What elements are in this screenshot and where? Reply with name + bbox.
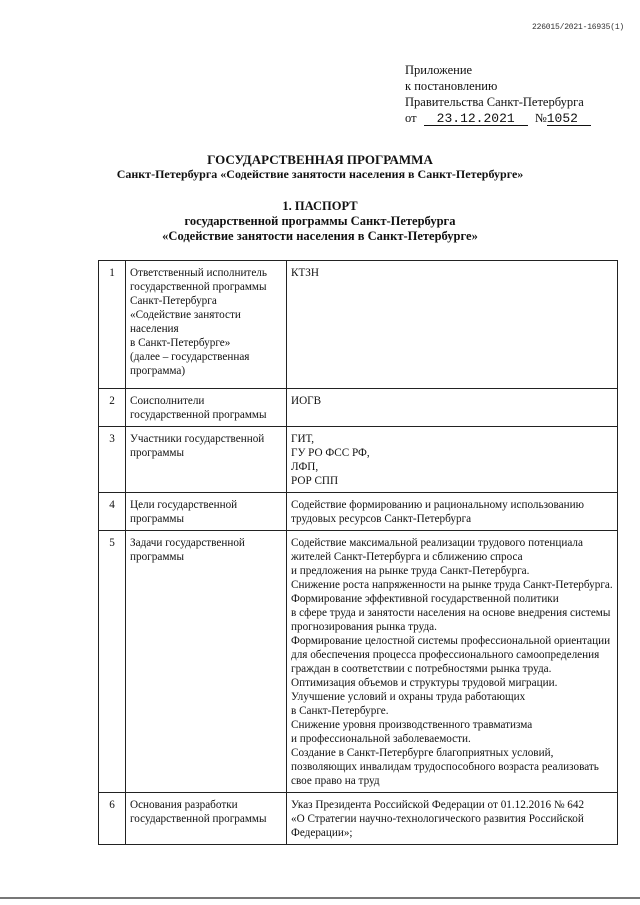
number-prefix: №: [534, 111, 547, 125]
row-value-line: Создание в Санкт-Петербурге благоприятных условий,: [291, 747, 554, 759]
table-row: [99, 261, 618, 389]
row-label: [126, 261, 287, 389]
row-label: [126, 389, 287, 427]
row-label-line: Ответственный исполнитель: [130, 267, 267, 279]
annex-block: [405, 62, 591, 126]
program-title: [0, 152, 640, 182]
row-number: 3: [99, 427, 126, 493]
row-value: [287, 493, 618, 531]
handwritten-date: 23.12.2021: [424, 112, 528, 126]
row-label-line: программы: [130, 447, 184, 459]
row-label-line: в Санкт-Петербурге»: [130, 337, 231, 349]
section-title: [0, 199, 640, 244]
table-row: [99, 389, 618, 427]
section-title-line-1: 1. ПАСПОРТ: [282, 199, 358, 213]
row-value-line: для обеспечения процесса профессионального самоопределения: [291, 649, 600, 661]
row-value-line: Указ Президента Российской Федерации от 01.12.2016 № 642: [291, 799, 585, 811]
row-value: [287, 261, 618, 389]
passport-table: [98, 260, 618, 845]
row-label-line: программы: [130, 551, 184, 563]
row-value-line: Федерации»;: [291, 827, 353, 839]
row-label: [126, 427, 287, 493]
row-value: [287, 389, 618, 427]
row-label-line: государственной программы: [130, 281, 267, 293]
row-value: [287, 427, 618, 493]
row-label-line: Соисполнители: [130, 395, 205, 407]
page-bottom-edge: [0, 897, 640, 899]
row-number: 4: [99, 493, 126, 531]
table-row: [99, 793, 618, 845]
row-value-line: жителей Санкт-Петербурга и сближению спроса: [291, 551, 523, 563]
row-value-line: Формирование целостной системы профессиональной ориентации: [291, 635, 611, 647]
row-label-line: Задачи государственной: [130, 537, 245, 549]
row-label: [126, 493, 287, 531]
program-title-line-2: Санкт-Петербурга «Содействие занятости населения в Санкт-Петербурге»: [116, 167, 524, 181]
row-value-line: прогнозирования рынка труда.: [291, 621, 437, 633]
row-value-line: позволяющих инвалидам трудоспособного возраста реализовать: [291, 761, 599, 773]
row-label-line: государственной программы: [130, 813, 267, 825]
row-value: [287, 793, 618, 845]
row-value-line: Снижение роста напряженности на рынке труда Санкт-Петербурга.: [291, 579, 613, 591]
row-label-line: (далее – государственная: [130, 351, 250, 363]
row-value-line: Снижение уровня производственного травматизма: [291, 719, 533, 731]
annex-line-1: Приложение: [405, 63, 473, 77]
row-label-line: Цели государственной: [130, 499, 238, 511]
row-value-line: ИОГВ: [291, 395, 322, 407]
row-value-line: граждан в соответствии с потребностями рынка труда.: [291, 663, 552, 675]
row-value-line: РОР СПП: [291, 475, 339, 487]
row-value-line: «О Стратегии научно-технологического развития Российской: [291, 813, 584, 825]
annex-line-3: Правительства Санкт-Петербурга: [405, 95, 584, 109]
row-label: [126, 793, 287, 845]
row-number: 2: [99, 389, 126, 427]
program-title-line-1: ГОСУДАРСТВЕННАЯ ПРОГРАММА: [207, 152, 433, 167]
row-number: 6: [99, 793, 126, 845]
row-value-line: Оптимизация объемов и структуры трудовой миграции.: [291, 677, 558, 689]
row-label-line: Санкт-Петербурга: [130, 295, 217, 307]
row-label-line: программа): [130, 365, 186, 377]
row-value-line: Формирование эффективной государственной политики: [291, 593, 559, 605]
row-label-line: государственной программы: [130, 409, 267, 421]
document-id: 226015/2021-16935(1): [532, 23, 625, 32]
row-value-line: свое право на труд: [291, 775, 380, 787]
row-label-line: Участники государственной: [130, 433, 265, 445]
row-label-line: программы: [130, 513, 184, 525]
row-value-line: Улучшение условий и охраны труда работающих: [291, 691, 526, 703]
annex-date-line: [405, 110, 591, 126]
row-value-line: ЛФП,: [291, 461, 319, 473]
row-label: [126, 531, 287, 793]
date-prefix: от: [405, 111, 417, 125]
row-value-line: в сфере труда и занятости населения на основе внедрения системы: [291, 607, 611, 619]
handwritten-number: 1052: [547, 112, 591, 126]
row-value: [287, 531, 618, 793]
table-row: [99, 427, 618, 493]
row-value-line: ГИТ,: [291, 433, 315, 445]
row-value-line: Содействие максимальной реализации трудового потенциала: [291, 537, 583, 549]
row-value-line: в Санкт-Петербурге.: [291, 705, 389, 717]
section-title-line-3: «Содействие занятости населения в Санкт-Петербурге»: [162, 229, 478, 243]
row-label-line: «Содействие занятости: [130, 309, 241, 321]
row-value-line: и предложения на рынке труда Санкт-Петербурга.: [291, 565, 530, 577]
row-value-line: КТЗН: [291, 267, 319, 279]
row-value-line: ГУ РО ФСС РФ,: [291, 447, 370, 459]
row-label-line: населения: [130, 323, 179, 335]
section-title-line-2: государственной программы Санкт-Петербурга: [184, 214, 456, 228]
annex-line-2: к постановлению: [405, 79, 498, 93]
row-number: 1: [99, 261, 126, 389]
table-row: [99, 493, 618, 531]
row-value-line: и профессиональной заболеваемости.: [291, 733, 471, 745]
row-label-line: Основания разработки: [130, 799, 238, 811]
row-value-line: Содействие формированию и рациональному использованию: [291, 499, 584, 511]
table-row: [99, 531, 618, 793]
row-value-line: трудовых ресурсов Санкт-Петербурга: [291, 513, 472, 525]
row-number: 5: [99, 531, 126, 793]
